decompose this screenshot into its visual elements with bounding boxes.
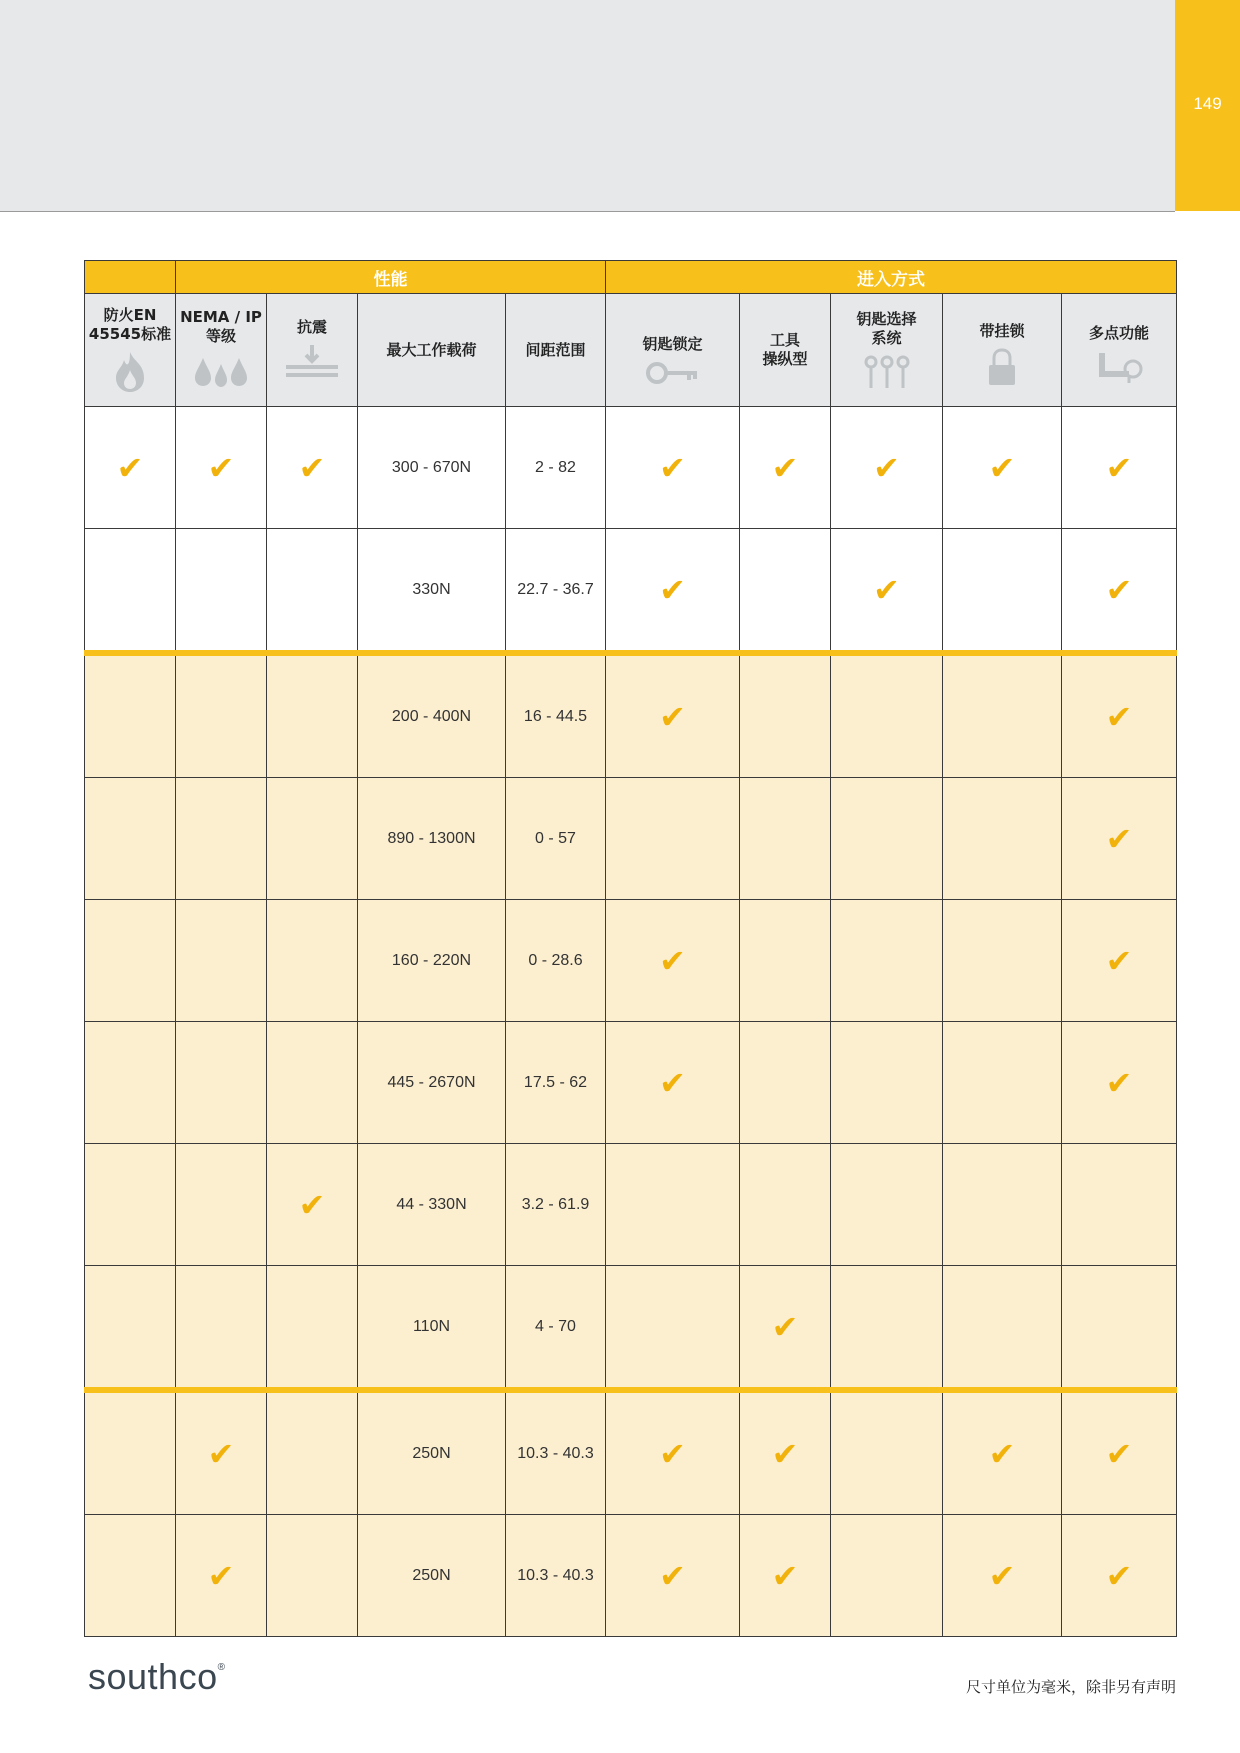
water-drops-icon xyxy=(191,352,251,392)
cell-key_system xyxy=(831,1515,943,1637)
check-icon: ✔ xyxy=(659,1434,686,1473)
check-icon: ✔ xyxy=(207,1556,235,1595)
check-icon: ✔ xyxy=(659,1063,686,1102)
cell-fire xyxy=(85,778,176,900)
cell-multipoint xyxy=(1062,407,1177,529)
check-icon: ✔ xyxy=(771,1556,799,1595)
check-icon: ✔ xyxy=(298,1185,326,1224)
cell-padlock xyxy=(943,1022,1062,1144)
cell-padlock xyxy=(943,1144,1062,1266)
cell-shock xyxy=(267,1144,358,1266)
cell-shock xyxy=(267,1390,358,1515)
table-row xyxy=(85,1144,1177,1266)
check-icon: ✔ xyxy=(659,1556,686,1595)
col-header-fire: 防火EN 45545标准 xyxy=(85,294,176,407)
cell-nema xyxy=(176,407,267,529)
cell-fire xyxy=(85,653,176,778)
check-icon: ✔ xyxy=(116,448,144,487)
cell-multipoint xyxy=(1062,1390,1177,1515)
cell-key_lock xyxy=(606,1266,740,1391)
multipoint-icon xyxy=(1093,349,1145,385)
cell-nema xyxy=(176,1266,267,1391)
cell-key_lock xyxy=(606,900,740,1022)
cell-fire xyxy=(85,1022,176,1144)
group-blank xyxy=(85,261,176,294)
cell-grip: 16 - 44.5 xyxy=(506,653,606,778)
cell-key_system xyxy=(831,1144,943,1266)
southco-logo: southco® xyxy=(88,1656,226,1697)
cell-tool xyxy=(740,653,831,778)
fire-icon xyxy=(104,350,156,394)
check-icon: ✔ xyxy=(873,448,900,487)
check-icon: ✔ xyxy=(988,448,1016,487)
cell-padlock xyxy=(943,407,1062,529)
table-row xyxy=(85,529,1177,654)
col-header-tool: 工具 操纵型 xyxy=(740,294,831,407)
cell-multipoint xyxy=(1062,1266,1177,1391)
cell-load: 445 - 2670N xyxy=(358,1022,506,1144)
check-icon: ✔ xyxy=(988,1434,1016,1473)
cell-grip: 3.2 - 61.9 xyxy=(506,1144,606,1266)
cell-key_system xyxy=(831,529,943,654)
cell-tool xyxy=(740,1022,831,1144)
cell-key_system xyxy=(831,1390,943,1515)
cell-tool xyxy=(740,529,831,654)
cell-load: 250N xyxy=(358,1515,506,1637)
cell-fire xyxy=(85,1515,176,1637)
cell-grip: 0 - 57 xyxy=(506,778,606,900)
table-body xyxy=(85,407,1177,1637)
cell-fire xyxy=(85,1390,176,1515)
cell-multipoint xyxy=(1062,653,1177,778)
col-header-key-lock: 钥匙锁定 xyxy=(606,294,740,407)
col-header-key-system: 钥匙选择 系统 xyxy=(831,294,943,407)
cell-shock xyxy=(267,1022,358,1144)
cell-grip: 4 - 70 xyxy=(506,1266,606,1391)
check-icon: ✔ xyxy=(207,448,235,487)
cell-multipoint xyxy=(1062,1022,1177,1144)
cell-shock xyxy=(267,778,358,900)
padlock-icon xyxy=(985,347,1019,387)
cell-grip: 10.3 - 40.3 xyxy=(506,1515,606,1637)
cell-shock xyxy=(267,529,358,654)
cell-multipoint xyxy=(1062,778,1177,900)
cell-grip: 22.7 - 36.7 xyxy=(506,529,606,654)
col-header-shock: 抗震 xyxy=(267,294,358,407)
table-row xyxy=(85,1022,1177,1144)
page-number: 149 xyxy=(1193,94,1222,113)
check-icon: ✔ xyxy=(207,1434,235,1473)
cell-fire xyxy=(85,529,176,654)
cell-fire xyxy=(85,900,176,1022)
table-row xyxy=(85,653,1177,778)
cell-nema xyxy=(176,1390,267,1515)
cell-key_lock xyxy=(606,1390,740,1515)
cell-key_system xyxy=(831,1022,943,1144)
check-icon: ✔ xyxy=(988,1556,1016,1595)
table-row xyxy=(85,778,1177,900)
col-header-padlock: 带挂锁 xyxy=(943,294,1062,407)
cell-key_system xyxy=(831,778,943,900)
cell-multipoint xyxy=(1062,1144,1177,1266)
check-icon: ✔ xyxy=(1105,941,1133,980)
cell-grip: 10.3 - 40.3 xyxy=(506,1390,606,1515)
cell-load: 200 - 400N xyxy=(358,653,506,778)
check-icon: ✔ xyxy=(771,1307,799,1346)
cell-tool xyxy=(740,407,831,529)
shock-icon xyxy=(282,343,342,383)
cell-nema xyxy=(176,1022,267,1144)
cell-load: 110N xyxy=(358,1266,506,1391)
check-icon: ✔ xyxy=(771,1434,799,1473)
cell-key_lock xyxy=(606,1022,740,1144)
cell-fire xyxy=(85,1144,176,1266)
cell-padlock xyxy=(943,653,1062,778)
table-row xyxy=(85,407,1177,529)
check-icon: ✔ xyxy=(1105,1556,1133,1595)
cell-tool xyxy=(740,1515,831,1637)
cell-shock xyxy=(267,1515,358,1637)
check-icon: ✔ xyxy=(659,570,686,609)
check-icon: ✔ xyxy=(1105,1063,1133,1102)
cell-load: 330N xyxy=(358,529,506,654)
cell-padlock xyxy=(943,1266,1062,1391)
cell-grip: 0 - 28.6 xyxy=(506,900,606,1022)
keys-icon xyxy=(859,354,915,390)
table-row xyxy=(85,1390,1177,1515)
cell-multipoint xyxy=(1062,529,1177,654)
cell-nema xyxy=(176,653,267,778)
cell-key_lock xyxy=(606,529,740,654)
group-access: 进入方式 xyxy=(606,261,1177,294)
cell-key_lock xyxy=(606,407,740,529)
cell-fire xyxy=(85,407,176,529)
cell-key_lock xyxy=(606,1515,740,1637)
check-icon: ✔ xyxy=(659,448,686,487)
cell-fire xyxy=(85,1266,176,1391)
col-header-load: 最大工作载荷 xyxy=(358,294,506,407)
cell-nema xyxy=(176,900,267,1022)
cell-shock xyxy=(267,1266,358,1391)
cell-padlock xyxy=(943,1515,1062,1637)
col-header-multipoint: 多点功能 xyxy=(1062,294,1177,407)
cell-key_lock xyxy=(606,1144,740,1266)
key-icon xyxy=(645,360,701,386)
check-icon: ✔ xyxy=(1105,1434,1133,1473)
cell-tool xyxy=(740,900,831,1022)
check-icon: ✔ xyxy=(873,570,900,609)
cell-load: 300 - 670N xyxy=(358,407,506,529)
table-row xyxy=(85,1266,1177,1391)
cell-grip: 2 - 82 xyxy=(506,407,606,529)
cell-load: 250N xyxy=(358,1390,506,1515)
cell-shock xyxy=(267,407,358,529)
check-icon: ✔ xyxy=(298,448,326,487)
cell-tool xyxy=(740,1390,831,1515)
cell-padlock xyxy=(943,900,1062,1022)
cell-load: 44 - 330N xyxy=(358,1144,506,1266)
cell-key_system xyxy=(831,1266,943,1391)
cell-nema xyxy=(176,1144,267,1266)
cell-shock xyxy=(267,900,358,1022)
cell-grip: 17.5 - 62 xyxy=(506,1022,606,1144)
check-icon: ✔ xyxy=(1105,697,1133,736)
cell-key_lock xyxy=(606,653,740,778)
col-header-nema: NEMA / IP 等级 xyxy=(176,294,267,407)
cell-key_system xyxy=(831,407,943,529)
table-row xyxy=(85,1515,1177,1637)
cell-key_system xyxy=(831,900,943,1022)
cell-nema xyxy=(176,778,267,900)
footer-note: 尺寸单位为毫米，除非另有声明 xyxy=(965,1678,1176,1696)
top-band xyxy=(0,0,1175,212)
cell-load: 160 - 220N xyxy=(358,900,506,1022)
cell-padlock xyxy=(943,529,1062,654)
cell-tool xyxy=(740,778,831,900)
cell-multipoint xyxy=(1062,1515,1177,1637)
spec-table xyxy=(84,260,1177,1637)
cell-tool xyxy=(740,1266,831,1391)
check-icon: ✔ xyxy=(1105,570,1133,609)
cell-tool xyxy=(740,1144,831,1266)
cell-padlock xyxy=(943,1390,1062,1515)
check-icon: ✔ xyxy=(659,941,686,980)
cell-nema xyxy=(176,1515,267,1637)
cell-multipoint xyxy=(1062,900,1177,1022)
group-performance: 性能 xyxy=(176,261,606,294)
cell-key_system xyxy=(831,653,943,778)
check-icon: ✔ xyxy=(1105,448,1133,487)
group-header-row xyxy=(85,261,1177,294)
check-icon: ✔ xyxy=(771,448,799,487)
cell-nema xyxy=(176,529,267,654)
cell-padlock xyxy=(943,778,1062,900)
col-header-grip: 间距范围 xyxy=(506,294,606,407)
column-header-row xyxy=(85,294,1177,407)
cell-shock xyxy=(267,653,358,778)
cell-key_lock xyxy=(606,778,740,900)
cell-load: 890 - 1300N xyxy=(358,778,506,900)
check-icon: ✔ xyxy=(1105,819,1133,858)
check-icon: ✔ xyxy=(659,697,686,736)
table-row xyxy=(85,900,1177,1022)
